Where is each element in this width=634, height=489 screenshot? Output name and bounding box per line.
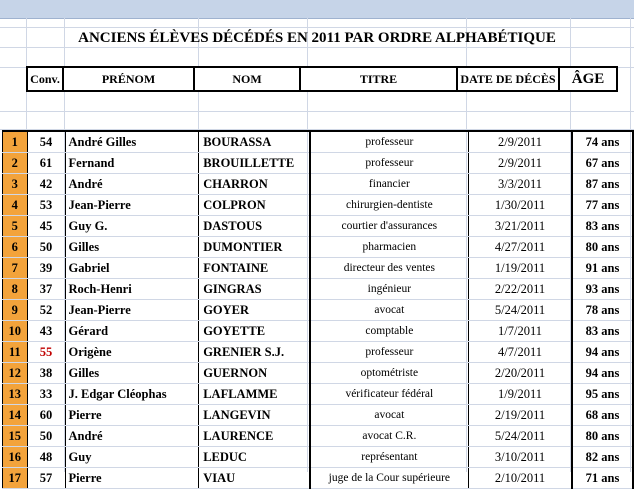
cell-nom[interactable]: LANGEVIN — [199, 405, 310, 426]
header-date[interactable]: DATE DE DÉCÈS — [457, 67, 559, 91]
cell-date[interactable]: 3/21/2011 — [469, 216, 572, 237]
table-row — [3, 237, 634, 258]
cell-conv[interactable]: 37 — [27, 279, 65, 300]
cell-titre[interactable]: chirurgien-dentiste — [310, 195, 469, 216]
data-table — [2, 130, 634, 489]
cell-conv[interactable]: 48 — [27, 447, 65, 468]
cell-age[interactable]: 87 ans — [572, 174, 633, 195]
cell-titre[interactable]: avocat — [310, 405, 469, 426]
cell-n[interactable]: 16 — [3, 447, 28, 468]
cell-date[interactable]: 2/19/2011 — [469, 405, 572, 426]
cell-date[interactable]: 1/30/2011 — [469, 195, 572, 216]
cell-titre[interactable]: juge de la Cour supérieure — [310, 468, 469, 489]
cell-age[interactable]: 94 ans — [572, 363, 633, 384]
cell-n[interactable]: 6 — [3, 237, 28, 258]
table-row — [3, 216, 634, 237]
cell-age[interactable]: 82 ans — [572, 447, 633, 468]
table-row — [3, 153, 634, 174]
cell-titre[interactable]: vérificateur fédéral — [310, 384, 469, 405]
header-conv[interactable]: Conv. — [27, 67, 63, 91]
cell-conv[interactable]: 38 — [27, 363, 65, 384]
cell-conv[interactable]: 43 — [27, 321, 65, 342]
cell-nom[interactable]: GUERNON — [199, 363, 310, 384]
cell-n[interactable]: 14 — [3, 405, 28, 426]
cell-prenom[interactable]: Guy — [65, 447, 199, 468]
cell-n[interactable]: 1 — [3, 131, 28, 153]
cell-conv[interactable]: 50 — [27, 426, 65, 447]
header-prenom[interactable]: PRÉNOM — [63, 67, 194, 91]
cell-titre[interactable]: financier — [310, 174, 469, 195]
cell-n[interactable]: 4 — [3, 195, 28, 216]
cell-titre[interactable]: optométriste — [310, 363, 469, 384]
table-row — [3, 131, 634, 153]
cell-titre[interactable]: pharmacien — [310, 237, 469, 258]
cell-prenom[interactable]: Guy G. — [65, 216, 199, 237]
cell-nom[interactable]: DUMONTIER — [199, 237, 310, 258]
cell-date[interactable]: 1/19/2011 — [469, 258, 572, 279]
cell-n[interactable]: 8 — [3, 279, 28, 300]
cell-date[interactable]: 1/9/2011 — [469, 384, 572, 405]
cell-n[interactable]: 12 — [3, 363, 28, 384]
cell-prenom[interactable]: André — [65, 426, 199, 447]
cell-date[interactable]: 4/27/2011 — [469, 237, 572, 258]
table-row — [3, 321, 634, 342]
table-row — [3, 363, 634, 384]
cell-conv[interactable]: 57 — [27, 468, 65, 489]
cell-age[interactable]: 80 ans — [572, 426, 633, 447]
cell-nom[interactable]: COLPRON — [199, 195, 310, 216]
cell-conv[interactable]: 60 — [27, 405, 65, 426]
cell-conv[interactable]: 54 — [27, 131, 65, 153]
cell-n[interactable]: 15 — [3, 426, 28, 447]
cell-nom[interactable]: GRENIER S.J. — [199, 342, 310, 363]
cell-nom[interactable]: GINGRAS — [199, 279, 310, 300]
cell-conv[interactable]: 55 — [27, 342, 65, 363]
cell-titre[interactable]: directeur des ventes — [310, 258, 469, 279]
cell-date[interactable]: 2/9/2011 — [469, 153, 572, 174]
cell-date[interactable]: 2/22/2011 — [469, 279, 572, 300]
cell-age[interactable]: 71 ans — [572, 468, 633, 489]
cell-n[interactable]: 2 — [3, 153, 28, 174]
cell-nom[interactable]: CHARRON — [199, 174, 310, 195]
cell-date[interactable]: 2/10/2011 — [469, 468, 572, 489]
cell-prenom[interactable]: Origène — [65, 342, 199, 363]
cell-titre[interactable]: ingénieur — [310, 279, 469, 300]
cell-prenom[interactable]: André — [65, 174, 199, 195]
cell-prenom[interactable]: André Gilles — [65, 131, 199, 153]
cell-nom[interactable]: BOURASSA — [199, 131, 310, 153]
cell-date[interactable]: 3/3/2011 — [469, 174, 572, 195]
spreadsheet-toolbar-strip — [0, 0, 634, 19]
cell-titre[interactable]: courtier d'assurances — [310, 216, 469, 237]
cell-nom[interactable]: BROUILLETTE — [199, 153, 310, 174]
cell-prenom[interactable]: Jean-Pierre — [65, 195, 199, 216]
cell-nom[interactable]: GOYER — [199, 300, 310, 321]
cell-age[interactable]: 68 ans — [572, 405, 633, 426]
table-row — [3, 195, 634, 216]
cell-date[interactable]: 3/10/2011 — [469, 447, 572, 468]
cell-nom[interactable]: LAURENCE — [199, 426, 310, 447]
cell-nom[interactable]: DASTOUS — [199, 216, 310, 237]
table-row — [3, 468, 634, 489]
cell-titre[interactable]: représentant — [310, 447, 469, 468]
cell-prenom[interactable]: J. Edgar Cléophas — [65, 384, 199, 405]
cell-n[interactable]: 11 — [3, 342, 28, 363]
header-age[interactable]: ÂGE — [559, 67, 617, 91]
cell-conv[interactable]: 53 — [27, 195, 65, 216]
cell-nom[interactable]: LAFLAMME — [199, 384, 310, 405]
cell-n[interactable]: 3 — [3, 174, 28, 195]
cell-age[interactable]: 95 ans — [572, 384, 633, 405]
table-row — [3, 279, 634, 300]
cell-conv[interactable]: 42 — [27, 174, 65, 195]
table-row — [3, 447, 634, 468]
cell-n[interactable]: 7 — [3, 258, 28, 279]
cell-age[interactable]: 67 ans — [572, 153, 633, 174]
table-row — [3, 174, 634, 195]
sheet-title: ANCIENS ÉLÈVES DÉCÉDÉS EN 2011 PAR ORDRE ALPHABÉTIQUE — [78, 30, 556, 46]
cell-titre[interactable]: professeur — [310, 131, 469, 153]
cell-age[interactable]: 93 ans — [572, 279, 633, 300]
cell-age[interactable]: 80 ans — [572, 237, 633, 258]
cell-prenom[interactable]: Gilles — [65, 237, 199, 258]
cell-age[interactable]: 77 ans — [572, 195, 633, 216]
cell-nom[interactable]: FONTAINE — [199, 258, 310, 279]
table-row — [3, 384, 634, 405]
cell-age[interactable]: 74 ans — [572, 131, 633, 153]
cell-titre[interactable]: professeur — [310, 153, 469, 174]
table-row — [3, 300, 634, 321]
cell-nom[interactable]: VIAU — [199, 468, 310, 489]
cell-prenom[interactable]: Pierre — [65, 468, 199, 489]
cell-prenom[interactable]: Gabriel — [65, 258, 199, 279]
cell-nom[interactable]: LEDUC — [199, 447, 310, 468]
header-titre[interactable]: TITRE — [300, 67, 457, 91]
cell-n[interactable]: 9 — [3, 300, 28, 321]
cell-age[interactable]: 78 ans — [572, 300, 633, 321]
cell-prenom[interactable]: Gilles — [65, 363, 199, 384]
cell-conv[interactable]: 45 — [27, 216, 65, 237]
header-row — [26, 66, 618, 92]
cell-date[interactable]: 2/9/2011 — [469, 131, 572, 153]
table-row — [3, 342, 634, 363]
cell-date[interactable]: 1/7/2011 — [469, 321, 572, 342]
header-nom[interactable]: NOM — [194, 67, 300, 91]
cell-titre[interactable]: comptable — [310, 321, 469, 342]
cell-date[interactable]: 2/20/2011 — [469, 363, 572, 384]
table-row — [3, 405, 634, 426]
cell-n[interactable]: 17 — [3, 468, 28, 489]
cell-titre[interactable]: professeur — [310, 342, 469, 363]
cell-date[interactable]: 5/24/2011 — [469, 300, 572, 321]
cell-age[interactable]: 83 ans — [572, 216, 633, 237]
cell-n[interactable]: 13 — [3, 384, 28, 405]
cell-conv[interactable]: 52 — [27, 300, 65, 321]
cell-conv[interactable]: 50 — [27, 237, 65, 258]
cell-conv[interactable]: 61 — [27, 153, 65, 174]
cell-date[interactable]: 4/7/2011 — [469, 342, 572, 363]
cell-n[interactable]: 10 — [3, 321, 28, 342]
cell-date[interactable]: 5/24/2011 — [469, 426, 572, 447]
cell-prenom[interactable]: Jean-Pierre — [65, 300, 199, 321]
table-row — [3, 426, 634, 447]
cell-prenom[interactable]: Pierre — [65, 405, 199, 426]
cell-age[interactable]: 94 ans — [572, 342, 633, 363]
cell-titre[interactable]: avocat C.R. — [310, 426, 469, 447]
cell-prenom[interactable]: Roch-Henri — [65, 279, 199, 300]
cell-age[interactable]: 83 ans — [572, 321, 633, 342]
cell-prenom[interactable]: Gérard — [65, 321, 199, 342]
cell-age[interactable]: 91 ans — [572, 258, 633, 279]
cell-titre[interactable]: avocat — [310, 300, 469, 321]
cell-n[interactable]: 5 — [3, 216, 28, 237]
cell-conv[interactable]: 33 — [27, 384, 65, 405]
cell-nom[interactable]: GOYETTE — [199, 321, 310, 342]
cell-prenom[interactable]: Fernand — [65, 153, 199, 174]
cell-conv[interactable]: 39 — [27, 258, 65, 279]
table-row — [3, 258, 634, 279]
